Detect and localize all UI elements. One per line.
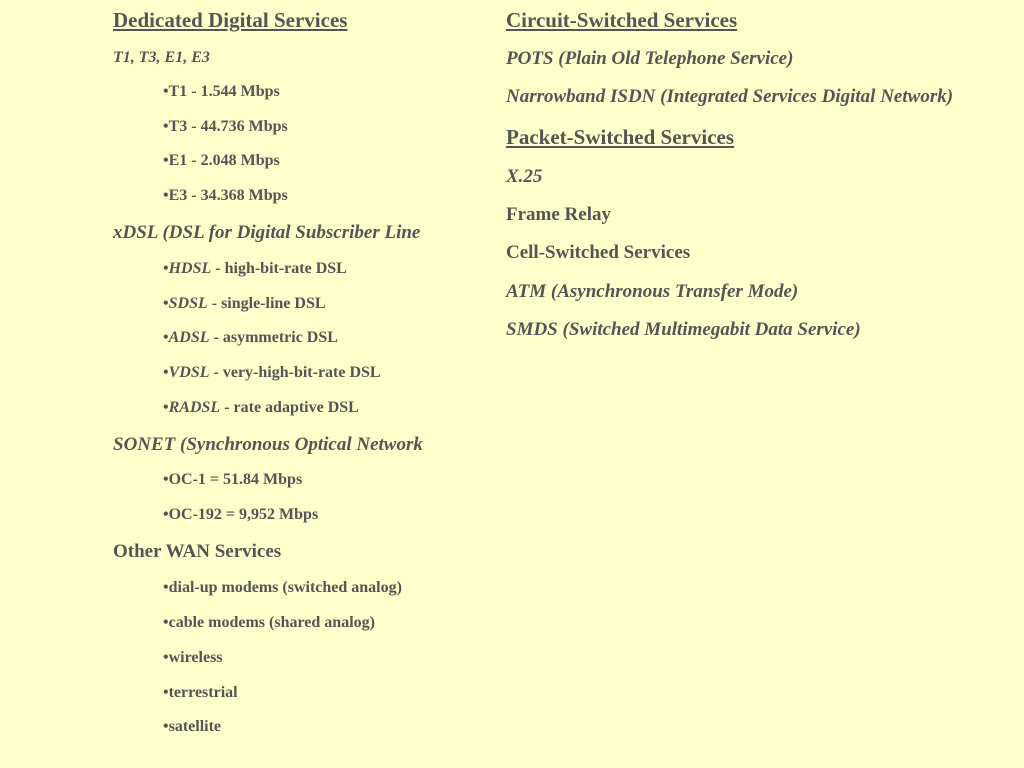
xdsl-term: RADSL [168,399,221,416]
xdsl-item-sdsl [113,294,326,314]
packet-switched-heading: Packet-Switched Services [506,125,735,149]
sonet-item-oc192: •OC-192 = 9,952 Mbps [163,506,319,523]
xdsl-desc: - very-high-bit-rate DSL [209,364,381,381]
other-item-satellite: •satellite [163,718,222,735]
xdsl-item-vdsl [113,363,381,383]
xdsl-term: SDSL [168,295,208,312]
smds-line: SMDS (Switched Multimegabit Data Service) [506,319,861,340]
other-item-terrestrial: •terrestrial [163,684,238,701]
isdn-line: Narrowband ISDN (Integrated Services Digital Network) [506,86,954,107]
other-item-wireless: •wireless [163,649,223,666]
t-carrier-title: T1, T3, E1, E3 [113,49,210,66]
xdsl-item-adsl [113,328,338,348]
bullet-glyph: • [163,295,169,312]
t-item-t1: •T1 - 1.544 Mbps [163,83,280,100]
other-item-cable: •cable modems (shared analog) [163,614,375,631]
x25-line: X.25 [506,166,543,187]
bullet-glyph: • [163,329,169,346]
sonet-title: SONET (Synchronous Optical Network [113,434,423,455]
t-item-t3: •T3 - 44.736 Mbps [163,118,288,135]
xdsl-item-hdsl [113,259,347,279]
bullet-glyph: • [163,260,169,277]
xdsl-desc: - single-line DSL [207,295,326,312]
dedicated-digital-services-heading: Dedicated Digital Services [113,8,348,32]
sonet-item-oc1: •OC-1 = 51.84 Mbps [163,471,303,488]
xdsl-term: ADSL [168,329,210,346]
xdsl-desc: - high-bit-rate DSL [211,260,347,277]
xdsl-term: VDSL [168,364,210,381]
other-wan-title: Other WAN Services [113,541,282,562]
pots-line: POTS (Plain Old Telephone Service) [506,48,794,69]
t-item-e1: •E1 - 2.048 Mbps [163,152,280,169]
circuit-switched-heading: Circuit-Switched Services [506,8,738,32]
t-item-e3: •E3 - 34.368 Mbps [163,187,288,204]
xdsl-desc: - asymmetric DSL [209,329,338,346]
xdsl-item-radsl [113,398,359,418]
bullet-glyph: • [163,364,169,381]
other-item-dialup: •dial-up modems (switched analog) [163,579,402,596]
bullet-glyph: • [163,399,169,416]
xdsl-term: HDSL [168,260,212,277]
frame-relay-line: Frame Relay [506,204,611,225]
xdsl-desc: - rate adaptive DSL [220,399,359,416]
xdsl-title: xDSL (DSL for Digital Subscriber Line [113,222,421,243]
cell-switched-line: Cell-Switched Services [506,242,691,263]
atm-line: ATM (Asynchronous Transfer Mode) [506,281,799,302]
